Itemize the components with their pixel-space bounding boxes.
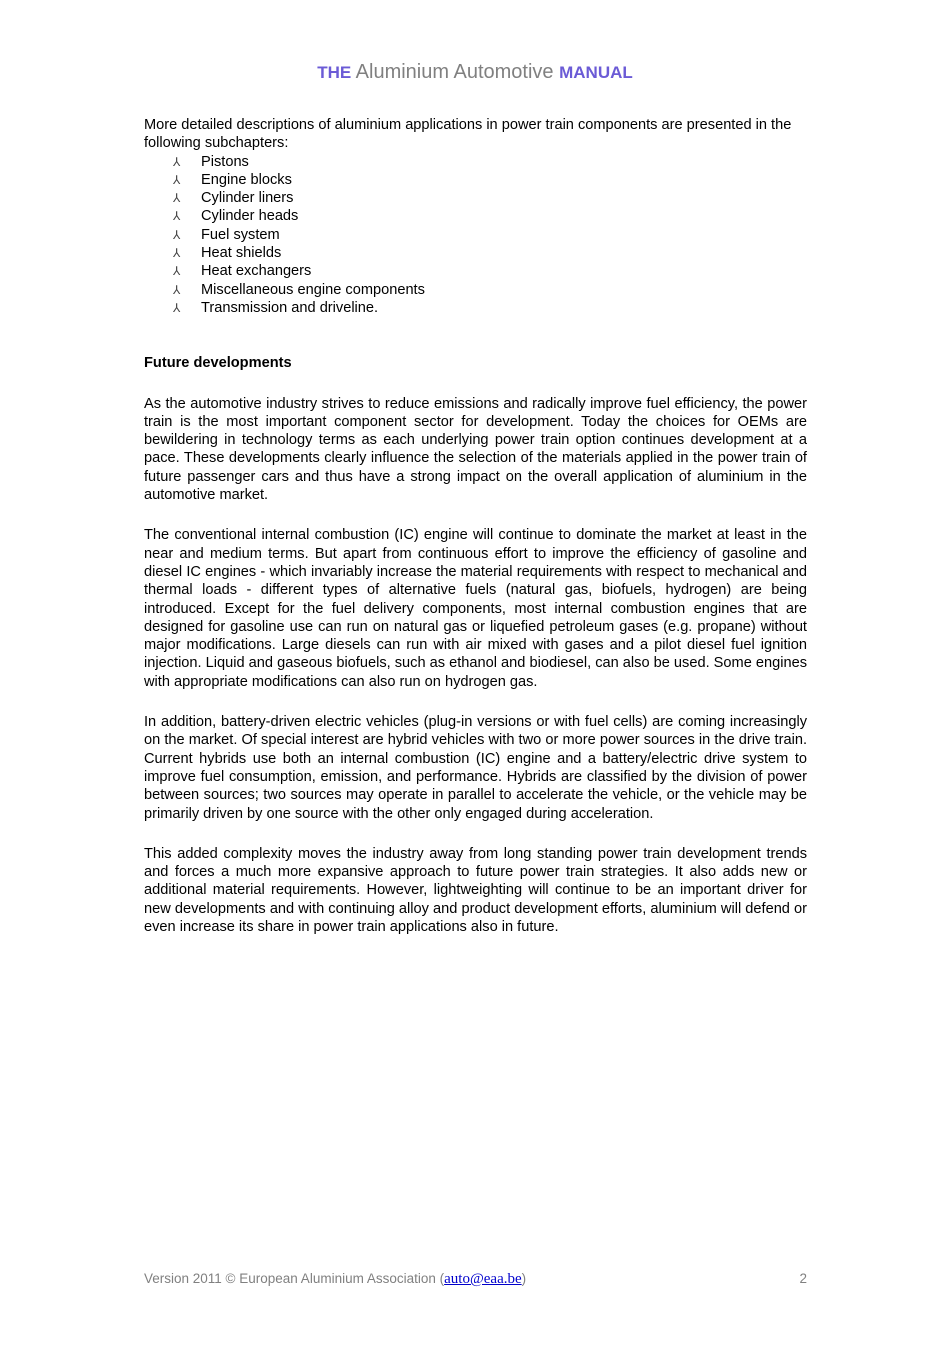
- page-content: [144, 116, 807, 936]
- footer-close-paren: ): [521, 1271, 527, 1286]
- bullet-icon: ⅄: [173, 172, 181, 187]
- footer-version-text: Version 2011 © European Aluminium Association (: [144, 1271, 445, 1286]
- body-paragraph: This added complexity moves the industry away from long standing power train development trends and forces a much more expansive approach to future power train strategies. It also adds new or additional material requirements. However, lightweighting will continue to be an important driver for new developments and with continuing alloy and product development efforts, aluminium will defend or even increase its share in power train applications also in future.: [144, 845, 807, 935]
- intro-paragraph: More detailed descriptions of aluminium applications in power train components are presented in the following subchapters:: [144, 117, 792, 152]
- list-item-label: Fuel system: [201, 226, 280, 243]
- list-item: [144, 244, 807, 262]
- page-number: 2: [799, 1271, 807, 1286]
- list-item: [144, 207, 807, 225]
- header-title: Aluminium Automotive: [355, 61, 554, 83]
- list-item-label: Transmission and driveline.: [201, 299, 379, 316]
- list-item: [144, 281, 807, 299]
- list-item: [144, 299, 807, 317]
- header-prefix: THE: [317, 63, 352, 82]
- bullet-icon: ⅄: [173, 209, 181, 224]
- subchapter-list: [144, 153, 807, 318]
- body-paragraph: In addition, battery-driven electric vehicles (plug-in versions or with fuel cells) are coming increasingly on the market. Of special interest are hybrid vehicles with two or more power sources in the drive train. Current hybrids use both an internal combustion (IC) engine and a battery/electric drive system to improve fuel consumption, emission, and performance. Hybrids are classified by the division of power between sources; two sources may operate in parallel to accelerate the vehicle, or the vehicle may be primarily driven by one source with the other only engaged during acceleration.: [144, 714, 807, 822]
- list-item-label: Heat exchangers: [201, 263, 312, 280]
- bullet-icon: ⅄: [173, 282, 181, 297]
- section-heading: Future developments: [144, 355, 292, 372]
- bullet-icon: ⅄: [173, 246, 181, 261]
- bullet-icon: ⅄: [173, 300, 181, 315]
- list-item-label: Cylinder heads: [201, 208, 299, 225]
- list-item: [144, 226, 807, 244]
- header-suffix: MANUAL: [559, 63, 633, 82]
- list-item: [144, 262, 807, 280]
- footer-email-link[interactable]: auto@eaa.be: [444, 1271, 522, 1287]
- list-item: [144, 153, 807, 171]
- list-item: [144, 171, 807, 189]
- bullet-icon: ⅄: [173, 191, 181, 206]
- list-item: [144, 189, 807, 207]
- running-header: [0, 60, 950, 85]
- bullet-icon: ⅄: [173, 154, 181, 169]
- page-footer: [144, 1270, 807, 1288]
- list-item-label: Heat shields: [201, 245, 282, 262]
- body-paragraph: As the automotive industry strives to reduce emissions and radically improve fuel efficiency, the power train is the most important component sector for development. Today the choices for OEMs are bewildering in technology terms as each underlying power train option continues development at a pace. These developments clearly influence the selection of the materials applied in the power train of future passenger cars and thus have a strong impact on the overall application of aluminium in the automotive market.: [144, 395, 807, 504]
- list-item-label: Engine blocks: [201, 171, 292, 188]
- bullet-icon: ⅄: [173, 227, 181, 242]
- list-item-label: Pistons: [201, 153, 249, 170]
- body-paragraph: The conventional internal combustion (IC) engine will continue to dominate the market at least in the near and medium terms. But apart from continuous effort to improve the efficiency of gasoline and diesel IC engines - which invariably increase the material requirements with respect to mechanical and thermal loads - different types of alternative fuels (natural gas, biofuels, hydrogen) are being introduced. Except for the fuel delivery components, most internal combustion engines that are designed for gasoline use can run on natural gas or liquefied petroleum gases (e.g. propane) without major modifications. Large diesels can run with air mixed with gases and a pilot diesel fuel ignition injection. Liquid and gaseous biofuels, such as ethanol and biodiesel, can also be used. Some engines with appropriate modifications can also run on hydrogen gas.: [144, 527, 807, 690]
- list-item-label: Cylinder liners: [201, 190, 294, 207]
- list-item-label: Miscellaneous engine components: [201, 281, 425, 298]
- bullet-icon: ⅄: [173, 264, 181, 279]
